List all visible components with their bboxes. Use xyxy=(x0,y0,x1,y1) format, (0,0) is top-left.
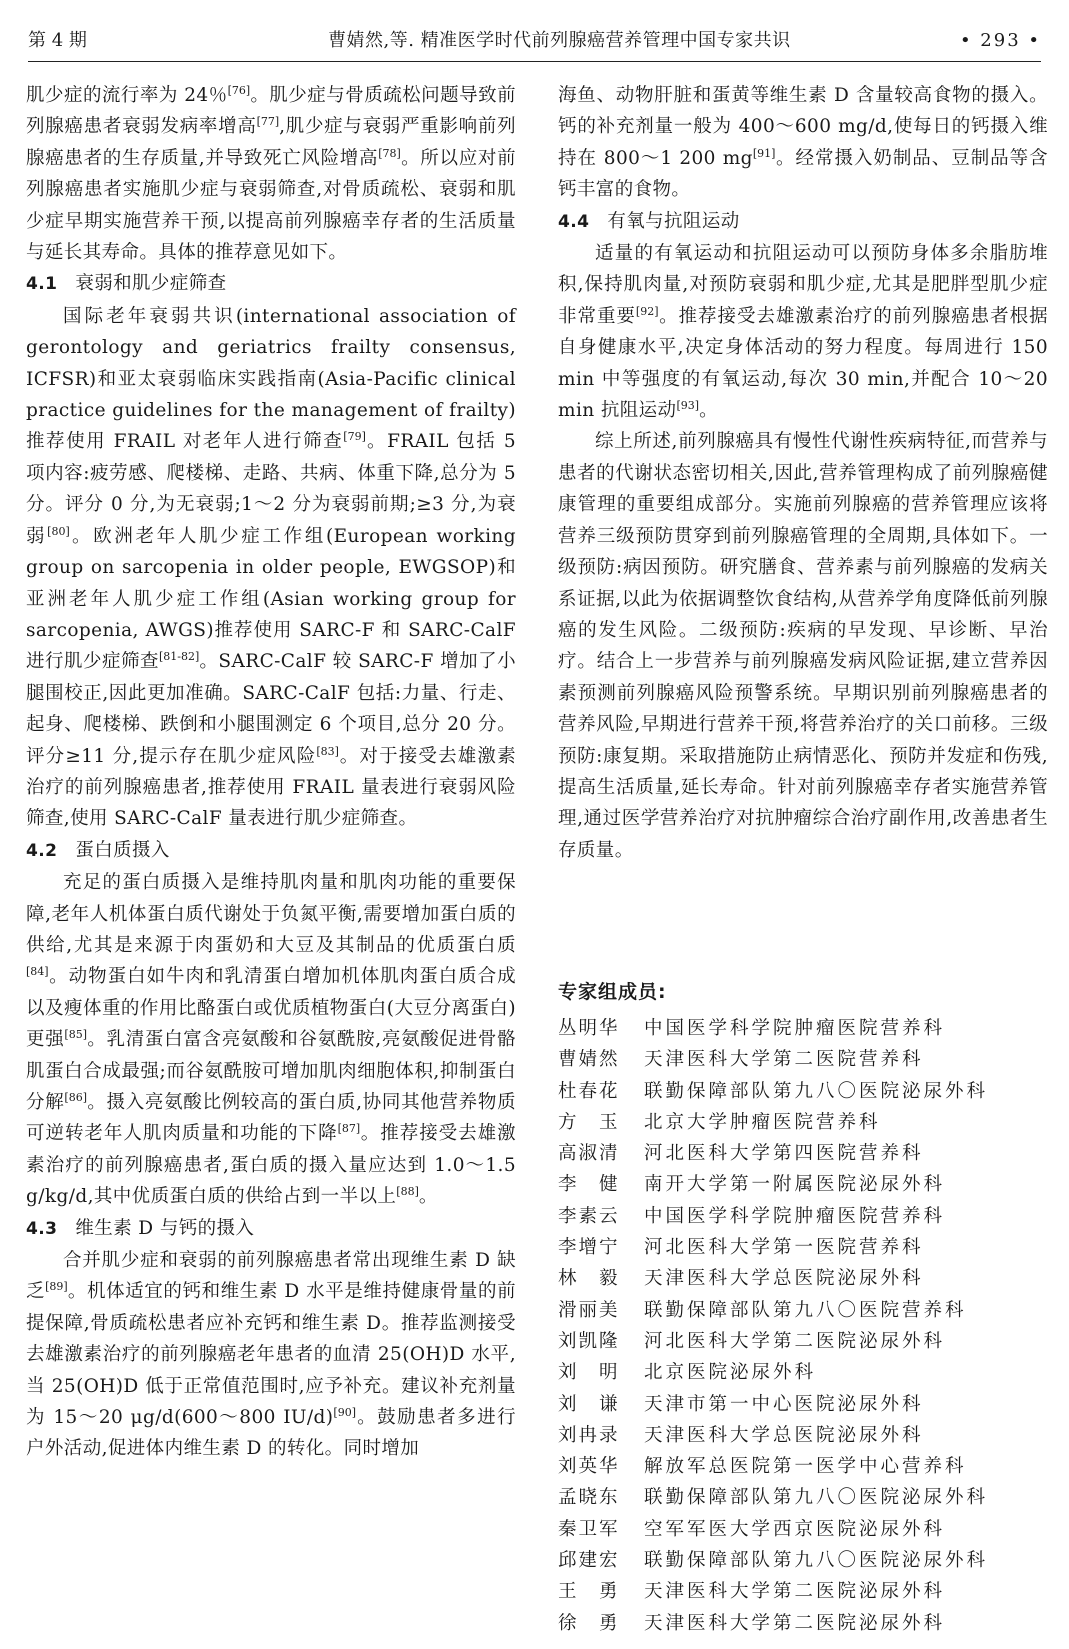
citation: [88] xyxy=(396,1185,419,1199)
expert-member-list xyxy=(558,1013,1038,1639)
member-affiliation: 联勤保障部队第九八〇医院泌尿外科 xyxy=(644,1080,989,1102)
member-affiliation: 河北医科大学第一医院营养科 xyxy=(644,1237,924,1259)
citation: [83] xyxy=(316,744,339,758)
paragraph-intro-continued: 肌少症的流行率为 24％[76]。肌少症与骨质疏松问题导致前列腺癌患者衰弱发病率增高[77],肌少症与衰弱严重影响前列腺癌患者的生存质量,并导致死亡风险增高[78]。所以应对前列腺癌患者实施肌少症与衰弱筛查,对骨质疏松、衰弱和肌少症早期实施营养干预,以提高前列腺癌幸存者的生活质量与延长其寿命。具体的推荐意见如下。 xyxy=(26,84,517,264)
member-affiliation: 河北医科大学第二医院泌尿外科 xyxy=(644,1330,946,1352)
section-heading-4-4: 4.4 有氧与抗阻运动 xyxy=(558,210,740,232)
member-name: 刘冉录 xyxy=(558,1424,620,1446)
expert-member xyxy=(558,1357,1038,1388)
section-heading-4-2: 4.2 蛋白质摄入 xyxy=(26,839,170,861)
expert-member xyxy=(558,1013,1038,1044)
member-affiliation: 中国医学科学院肿瘤医院营养科 xyxy=(644,1205,946,1227)
member-name: 刘 明 xyxy=(558,1362,620,1384)
member-affiliation: 联勤保障部队第九八〇医院泌尿外科 xyxy=(644,1487,989,1509)
citation: [93] xyxy=(676,399,700,413)
member-name: 丛明华 xyxy=(558,1018,620,1039)
citation: [77] xyxy=(256,115,280,129)
running-header xyxy=(28,24,1041,58)
member-affiliation: 解放军总医院第一医学中心营养科 xyxy=(644,1456,967,1478)
member-name: 李素云 xyxy=(558,1205,620,1227)
right-column xyxy=(558,80,1048,866)
citation: [79] xyxy=(343,430,366,444)
expert-member xyxy=(558,1169,1038,1200)
expert-member xyxy=(558,1044,1038,1075)
member-name: 方 玉 xyxy=(558,1111,620,1133)
member-name: 邱建宏 xyxy=(558,1550,620,1572)
member-affiliation: 北京医院泌尿外科 xyxy=(644,1362,817,1384)
running-title: 曹婧然,等. 精准医学时代前列腺癌营养管理中国专家共识 xyxy=(328,30,791,51)
citation: [87] xyxy=(337,1122,361,1136)
expert-member xyxy=(558,1076,1038,1107)
member-name: 滑丽美 xyxy=(558,1299,620,1321)
member-affiliation: 天津市第一中心医院泌尿外科 xyxy=(644,1393,924,1415)
expert-member xyxy=(558,1420,1038,1451)
member-name: 林 毅 xyxy=(558,1268,620,1290)
citation: [84] xyxy=(26,965,49,979)
member-name: 杜春花 xyxy=(558,1080,620,1102)
member-name: 刘 谦 xyxy=(558,1393,620,1415)
member-affiliation: 天津医科大学第二医院营养科 xyxy=(644,1049,924,1071)
paragraph-vitamin-d-continued: 海鱼、动物肝脏和蛋黄等维生素 D 含量较高食物的摄入。钙的补充剂量一般为 400～600 mg/d,使每日的钙摄入维持在 800～1 200 mg[91]。经常摄入奶制品、豆制品等含钙丰富的食物。 xyxy=(558,85,1049,201)
member-name: 徐 勇 xyxy=(558,1612,620,1634)
expert-member xyxy=(558,1138,1038,1169)
expert-member xyxy=(558,1201,1038,1232)
expert-member xyxy=(558,1295,1038,1326)
member-name: 曹婧然 xyxy=(558,1049,620,1071)
expert-member xyxy=(558,1576,1038,1607)
member-affiliation: 中国医学科学院肿瘤医院营养科 xyxy=(644,1018,946,1039)
member-affiliation: 天津医科大学总医院泌尿外科 xyxy=(644,1424,924,1446)
member-affiliation: 联勤保障部队第九八〇医院营养科 xyxy=(644,1299,967,1321)
citation: [89] xyxy=(45,1280,68,1294)
expert-member xyxy=(558,1263,1038,1294)
issue-number: 第 4 期 xyxy=(28,30,87,51)
citation: [80] xyxy=(47,524,70,538)
expert-member xyxy=(558,1326,1038,1357)
paragraph-exercise: 适量的有氧运动和抗阻运动可以预防身体多余脂肪堆积,保持肌肉量,对预防衰弱和肌少症,尤其是肥胖型肌少症非常重要[92]。推荐接受去雄激素治疗的前列腺癌患者根据自身健康水平,决定身体活动的努力程度。每周进行 150 min 中等强度的有氧运动,每次 30 min,并配合 10～20 min 抗阻运动[93]。 xyxy=(558,243,1048,422)
expert-member xyxy=(558,1608,1038,1639)
member-affiliation: 天津医科大学第二医院泌尿外科 xyxy=(644,1581,946,1603)
member-affiliation: 空军军医大学西京医院泌尿外科 xyxy=(644,1518,946,1540)
left-column xyxy=(26,80,516,1465)
member-affiliation: 天津医科大学总医院泌尿外科 xyxy=(644,1268,924,1290)
section-heading-4-1: 4.1 衰弱和肌少症筛查 xyxy=(26,273,227,295)
member-name: 刘英华 xyxy=(558,1456,620,1478)
member-name: 李 健 xyxy=(558,1174,620,1196)
member-affiliation: 联勤保障部队第九八〇医院泌尿外科 xyxy=(644,1550,989,1572)
member-affiliation: 天津医科大学第二医院泌尿外科 xyxy=(644,1612,946,1634)
member-name: 高淑清 xyxy=(558,1143,620,1165)
citation: [78] xyxy=(378,146,401,160)
member-name: 刘凯隆 xyxy=(558,1330,620,1352)
citation: [76] xyxy=(227,84,251,97)
member-name: 王 勇 xyxy=(558,1581,620,1603)
expert-member xyxy=(558,1545,1038,1576)
citation: [91] xyxy=(752,146,776,160)
member-name: 李增宁 xyxy=(558,1237,620,1259)
page-number: • 293 • xyxy=(959,30,1041,51)
expert-member xyxy=(558,1232,1038,1263)
section-heading-4-3: 4.3 维生素 D 与钙的摄入 xyxy=(26,1217,255,1239)
citation: [81-82] xyxy=(159,650,200,664)
paragraph-summary: 综上所述,前列腺癌具有慢性代谢性疾病特征,而营养与患者的代谢状态密切相关,因此,营养管理构成了前列腺癌健康管理的重要组成部分。实施前列腺癌的营养管理应该将营养三级预防贯穿到前列腺癌管理的全周期,具体如下。一级预防:病因预防。研究膳食、营养素与前列腺癌的发病关系证据,以此为依据调整饮食结构,从营养学角度降低前列腺癌的发生风险。二级预防:疾病的早发现、早诊断、早治疗。结合上一步营养与前列腺癌发病风险证据,建立营养因素预测前列腺癌风险预警系统。早期识别前列腺癌患者的营养风险,早期进行营养干预,将营养治疗的关口前移。三级预防:康复期。采取措施防止病情恶化、预防并发症和伤残,提高生活质量,延长寿命。针对前列腺癌幸存者实施营养管理,通过医学营养治疗对抗肿瘤综合治疗副作用,改善患者生存质量。 xyxy=(558,431,1048,861)
citation: [92] xyxy=(635,304,659,318)
member-affiliation: 北京大学肿瘤医院营养科 xyxy=(644,1111,881,1133)
header-rule xyxy=(28,61,1041,62)
expert-member xyxy=(558,1389,1038,1420)
member-affiliation: 河北医科大学第四医院营养科 xyxy=(644,1143,924,1165)
experts-heading: 专家组成员: xyxy=(558,981,667,1003)
member-name: 秦卫军 xyxy=(558,1518,620,1540)
expert-member xyxy=(558,1514,1038,1545)
expert-member xyxy=(558,1451,1038,1482)
member-affiliation: 南开大学第一附属医院泌尿外科 xyxy=(644,1174,946,1196)
paragraph-vitamin-d-calcium: 合并肌少症和衰弱的前列腺癌患者常出现维生素 D 缺乏[89]。机体适宜的钙和维生素 D 水平是维持健康骨量的前提保障,骨质疏松患者应补充钙和维生素 D。推荐监测接受去雄激素治疗的前列腺癌老年患者的血清 25(OH)D 水平,当 25(OH)D 低于正常值范围时,应予补充。建议补充剂量为 15～20 μg/d(600～800 IU/d)[90]。鼓励患者多进行户外活动,促进体内维生素 D 的转化。同时增加 xyxy=(26,1250,516,1460)
expert-member xyxy=(558,1107,1038,1138)
paragraph-frailty-screening: 国际老年衰弱共识(international association of gerontology and geriatrics frailty consensus, ICFSR)和亚太衰弱临床实践指南(Asia-Pacific clinical practice guidelines for the management of frailty)推荐使用 FRAIL 对老年人进行筛查[79]。FRAIL 包括 5 项内容:疲劳感、爬楼梯、走路、共病、体重下降,总分为 5 分。评分 0 分,为无衰弱;1～2 分为衰弱前期;≥3 分,为衰弱[80]。欧洲老年人肌少症工作组(European working group on sarcopenia in older people, EWGSOP)和亚洲老年人肌少症工作组(Asian working group for sarcopenia, AWGS)推荐使用 SARC-F 和 SARC-CalF 进行肌少症筛查[81-82]。SARC-CalF 较 SARC-F 增加了小腿围校正,因此更加准确。SARC-CalF 包括:力量、行走、起身、爬楼梯、跌倒和小腿围测定 6 个项目,总分 20 分。评分≥11 分,提示存在肌少症风险[83]。对于接受去雄激素治疗的前列腺癌患者,推荐使用 FRAIL 量表进行衰弱风险筛查,使用 SARC-CalF 量表进行肌少症筛查。 xyxy=(26,305,516,830)
expert-member xyxy=(558,1482,1038,1513)
paragraph-protein-intake: 充足的蛋白质摄入是维持肌肉量和肌肉功能的重要保障,老年人机体蛋白质代谢处于负氮平衡,需要增加蛋白质的供给,尤其是来源于肉蛋奶和大豆及其制品的优质蛋白质[84]。动物蛋白如牛肉和乳清蛋白增加机体肌肉蛋白质合成以及瘦体重的作用比酪蛋白或优质植物蛋白(大豆分离蛋白)更强[85]。乳清蛋白富含亮氨酸和谷氨酰胺,亮氨酸促进骨骼肌蛋白合成最强;而谷氨酰胺可增加肌肉细胞体积,抑制蛋白分解[86]。摄入亮氨酸比例较高的蛋白质,协同其他营养物质可逆转老年人肌肉质量和功能的下降[87]。推荐接受去雄激素治疗的前列腺癌患者,蛋白质的摄入量应达到 1.0～1.5 g/kg/d,其中优质蛋白质的供给占到一半以上[88]。 xyxy=(26,872,517,1208)
citation: [90] xyxy=(333,1406,356,1420)
citation: [86] xyxy=(64,1091,87,1104)
citation: [85] xyxy=(64,1028,87,1042)
member-name: 孟晓东 xyxy=(558,1487,620,1509)
